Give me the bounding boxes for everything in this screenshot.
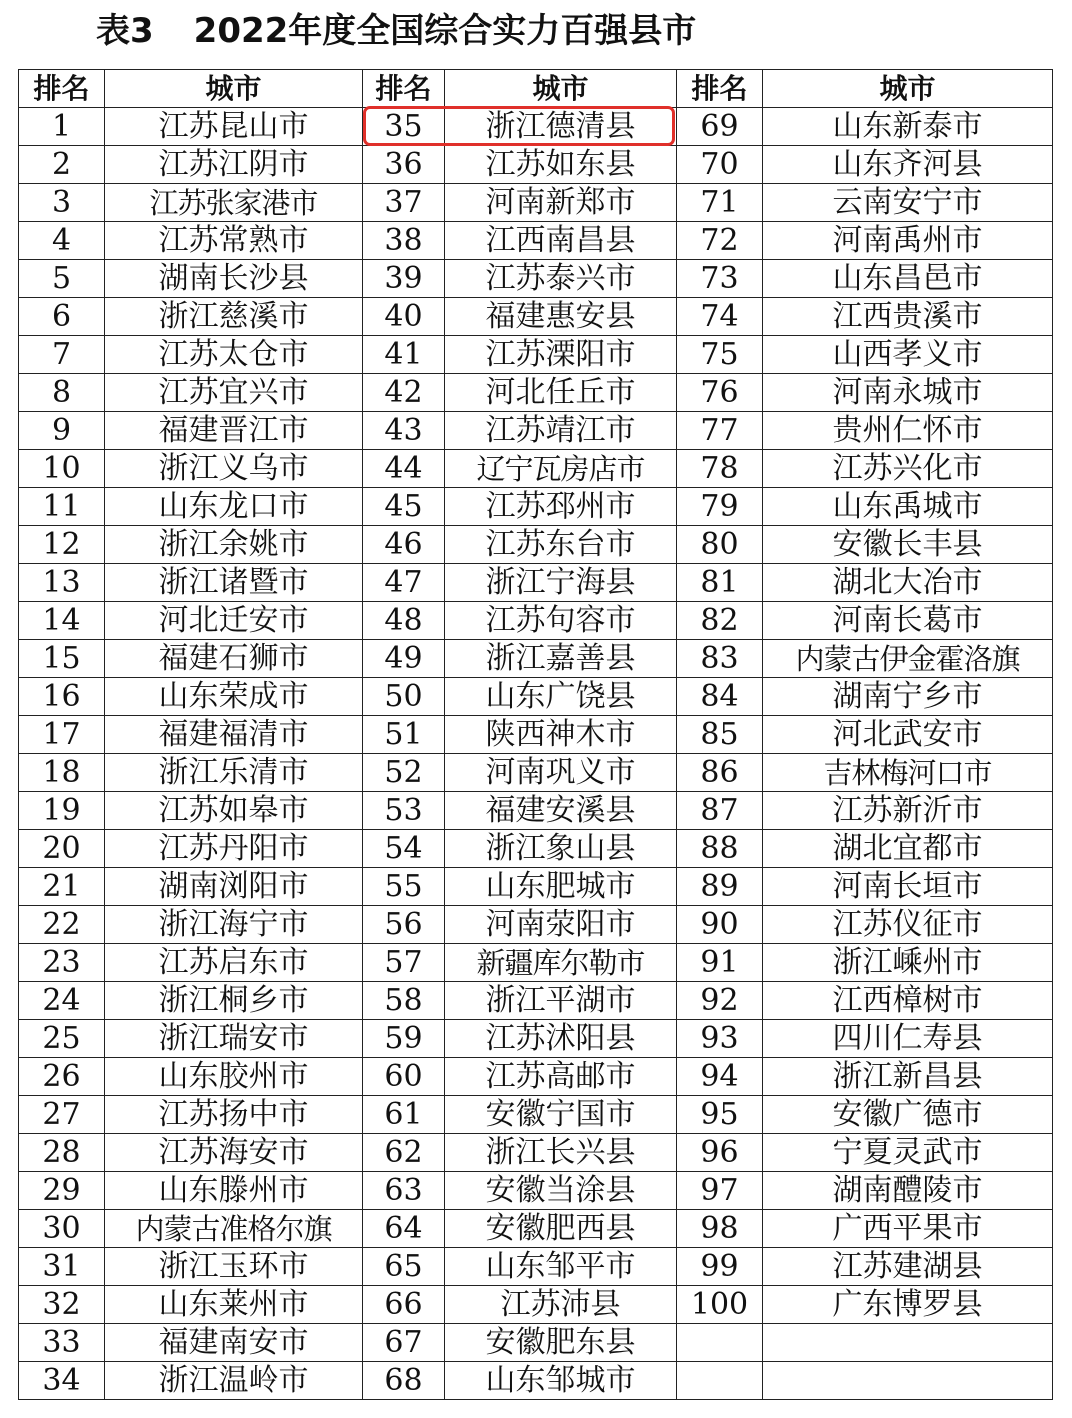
header-city: 城市 <box>445 70 677 108</box>
rank-cell: 55 <box>363 868 445 906</box>
city-cell: 山东邹平市 <box>445 1248 677 1286</box>
rank-cell: 98 <box>677 1210 763 1248</box>
table-row <box>19 260 1053 298</box>
city-cell: 河北迁安市 <box>105 602 363 640</box>
rank-cell: 22 <box>19 906 105 944</box>
rank-cell: 88 <box>677 830 763 868</box>
rank-cell: 63 <box>363 1172 445 1210</box>
city-cell: 山东昌邑市 <box>763 260 1053 298</box>
city-cell: 浙江德清县 <box>445 108 677 146</box>
table-row <box>19 1286 1053 1324</box>
city-cell: 吉林梅河口市 <box>763 754 1053 792</box>
rank-cell: 51 <box>363 716 445 754</box>
city-cell: 江苏沭阳县 <box>445 1020 677 1058</box>
city-cell: 安徽广德市 <box>763 1096 1053 1134</box>
city-cell: 河南禹州市 <box>763 222 1053 260</box>
table-row <box>19 488 1053 526</box>
city-cell: 宁夏灵武市 <box>763 1134 1053 1172</box>
rank-cell: 76 <box>677 374 763 412</box>
table-row <box>19 868 1053 906</box>
table-row <box>19 944 1053 982</box>
rank-cell: 16 <box>19 678 105 716</box>
city-cell: 浙江余姚市 <box>105 526 363 564</box>
city-cell: 云南安宁市 <box>763 184 1053 222</box>
city-cell: 浙江象山县 <box>445 830 677 868</box>
city-cell: 山东禹城市 <box>763 488 1053 526</box>
rank-cell: 27 <box>19 1096 105 1134</box>
city-cell <box>763 1324 1053 1362</box>
rank-cell: 6 <box>19 298 105 336</box>
table-row <box>19 1096 1053 1134</box>
city-cell: 湖南宁乡市 <box>763 678 1053 716</box>
rank-cell: 83 <box>677 640 763 678</box>
rank-cell: 96 <box>677 1134 763 1172</box>
rank-cell: 81 <box>677 564 763 602</box>
city-cell: 浙江海宁市 <box>105 906 363 944</box>
city-cell: 河南新郑市 <box>445 184 677 222</box>
city-cell: 陕西神木市 <box>445 716 677 754</box>
city-cell: 山东龙口市 <box>105 488 363 526</box>
rank-cell: 19 <box>19 792 105 830</box>
rank-cell: 89 <box>677 868 763 906</box>
city-cell: 江苏张家港市 <box>105 184 363 222</box>
ranking-table <box>18 69 1053 1400</box>
rank-cell: 23 <box>19 944 105 982</box>
city-cell: 河北任丘市 <box>445 374 677 412</box>
rank-cell: 78 <box>677 450 763 488</box>
rank-cell: 44 <box>363 450 445 488</box>
rank-cell: 32 <box>19 1286 105 1324</box>
table-row <box>19 526 1053 564</box>
rank-cell: 75 <box>677 336 763 374</box>
rank-cell: 40 <box>363 298 445 336</box>
table-title <box>96 8 996 54</box>
rank-cell: 8 <box>19 374 105 412</box>
table-row <box>19 1248 1053 1286</box>
city-cell: 新疆库尔勒市 <box>445 944 677 982</box>
rank-cell: 71 <box>677 184 763 222</box>
city-cell: 四川仁寿县 <box>763 1020 1053 1058</box>
header-row <box>19 70 1053 108</box>
rank-cell: 24 <box>19 982 105 1020</box>
rank-cell: 53 <box>363 792 445 830</box>
rank-cell: 77 <box>677 412 763 450</box>
table-row <box>19 602 1053 640</box>
rank-cell: 72 <box>677 222 763 260</box>
city-cell: 贵州仁怀市 <box>763 412 1053 450</box>
city-cell: 河南长垣市 <box>763 868 1053 906</box>
rank-cell: 59 <box>363 1020 445 1058</box>
rank-cell: 70 <box>677 146 763 184</box>
rank-cell: 42 <box>363 374 445 412</box>
city-cell: 湖南浏阳市 <box>105 868 363 906</box>
rank-cell: 2 <box>19 146 105 184</box>
city-cell: 福建石狮市 <box>105 640 363 678</box>
rank-cell: 69 <box>677 108 763 146</box>
rank-cell <box>677 1324 763 1362</box>
rank-cell: 9 <box>19 412 105 450</box>
rank-cell: 18 <box>19 754 105 792</box>
city-cell <box>763 1362 1053 1400</box>
city-cell: 江苏昆山市 <box>105 108 363 146</box>
city-cell: 辽宁瓦房店市 <box>445 450 677 488</box>
city-cell: 江西贵溪市 <box>763 298 1053 336</box>
rank-cell: 79 <box>677 488 763 526</box>
city-cell: 浙江长兴县 <box>445 1134 677 1172</box>
rank-cell: 97 <box>677 1172 763 1210</box>
rank-cell: 82 <box>677 602 763 640</box>
city-cell: 山东齐河县 <box>763 146 1053 184</box>
city-cell: 浙江瑞安市 <box>105 1020 363 1058</box>
city-cell: 江苏建湖县 <box>763 1248 1053 1286</box>
rank-cell: 36 <box>363 146 445 184</box>
rank-cell: 33 <box>19 1324 105 1362</box>
rank-cell: 95 <box>677 1096 763 1134</box>
city-cell: 内蒙古伊金霍洛旗 <box>763 640 1053 678</box>
city-cell: 山东广饶县 <box>445 678 677 716</box>
city-cell: 浙江新昌县 <box>763 1058 1053 1096</box>
table-row <box>19 754 1053 792</box>
table-row <box>19 716 1053 754</box>
rank-cell: 41 <box>363 336 445 374</box>
rank-cell: 65 <box>363 1248 445 1286</box>
city-cell: 山东莱州市 <box>105 1286 363 1324</box>
city-cell: 浙江义乌市 <box>105 450 363 488</box>
table-row <box>19 1362 1053 1400</box>
rank-cell: 37 <box>363 184 445 222</box>
city-cell: 江苏常熟市 <box>105 222 363 260</box>
city-cell: 河南荥阳市 <box>445 906 677 944</box>
city-cell: 浙江诸暨市 <box>105 564 363 602</box>
rank-cell: 20 <box>19 830 105 868</box>
city-cell: 安徽肥东县 <box>445 1324 677 1362</box>
rank-cell: 49 <box>363 640 445 678</box>
city-cell: 福建南安市 <box>105 1324 363 1362</box>
table-body <box>19 108 1053 1400</box>
rank-cell: 26 <box>19 1058 105 1096</box>
table-row <box>19 1020 1053 1058</box>
city-cell: 江苏泰兴市 <box>445 260 677 298</box>
rank-cell: 43 <box>363 412 445 450</box>
table-row <box>19 146 1053 184</box>
city-cell: 浙江桐乡市 <box>105 982 363 1020</box>
rank-cell: 92 <box>677 982 763 1020</box>
table-row <box>19 1210 1053 1248</box>
city-cell: 河南长葛市 <box>763 602 1053 640</box>
rank-cell: 30 <box>19 1210 105 1248</box>
city-cell: 湖北大冶市 <box>763 564 1053 602</box>
city-cell: 江苏沛县 <box>445 1286 677 1324</box>
rank-cell: 100 <box>677 1286 763 1324</box>
city-cell: 江苏江阴市 <box>105 146 363 184</box>
rank-cell: 85 <box>677 716 763 754</box>
rank-cell: 94 <box>677 1058 763 1096</box>
table-row <box>19 184 1053 222</box>
city-cell: 江苏兴化市 <box>763 450 1053 488</box>
city-cell: 浙江宁海县 <box>445 564 677 602</box>
rank-cell: 15 <box>19 640 105 678</box>
rank-cell <box>677 1362 763 1400</box>
rank-cell: 62 <box>363 1134 445 1172</box>
table-row <box>19 412 1053 450</box>
city-cell: 江苏邳州市 <box>445 488 677 526</box>
city-cell: 福建惠安县 <box>445 298 677 336</box>
rank-cell: 74 <box>677 298 763 336</box>
city-cell: 江苏靖江市 <box>445 412 677 450</box>
table-row <box>19 222 1053 260</box>
rank-cell: 91 <box>677 944 763 982</box>
city-cell: 湖南醴陵市 <box>763 1172 1053 1210</box>
city-cell: 江苏仪征市 <box>763 906 1053 944</box>
rank-cell: 61 <box>363 1096 445 1134</box>
rank-cell: 73 <box>677 260 763 298</box>
table-row <box>19 906 1053 944</box>
rank-cell: 84 <box>677 678 763 716</box>
rank-cell: 1 <box>19 108 105 146</box>
rank-cell: 52 <box>363 754 445 792</box>
table-row <box>19 830 1053 868</box>
rank-cell: 57 <box>363 944 445 982</box>
rank-cell: 35 <box>363 108 445 146</box>
city-cell: 广东博罗县 <box>763 1286 1053 1324</box>
rank-cell: 58 <box>363 982 445 1020</box>
table-number: 表3 <box>96 11 154 51</box>
city-cell: 浙江慈溪市 <box>105 298 363 336</box>
table-row <box>19 640 1053 678</box>
table-row <box>19 564 1053 602</box>
rank-cell: 99 <box>677 1248 763 1286</box>
city-cell: 山东滕州市 <box>105 1172 363 1210</box>
city-cell: 江苏太仓市 <box>105 336 363 374</box>
table-row <box>19 1058 1053 1096</box>
rank-cell: 5 <box>19 260 105 298</box>
city-cell: 安徽当涂县 <box>445 1172 677 1210</box>
city-cell: 湖南长沙县 <box>105 260 363 298</box>
table-row <box>19 450 1053 488</box>
city-cell: 江苏海安市 <box>105 1134 363 1172</box>
city-cell: 江苏宜兴市 <box>105 374 363 412</box>
rank-cell: 34 <box>19 1362 105 1400</box>
city-cell: 浙江平湖市 <box>445 982 677 1020</box>
city-cell: 山东荣成市 <box>105 678 363 716</box>
rank-cell: 28 <box>19 1134 105 1172</box>
rank-cell: 21 <box>19 868 105 906</box>
city-cell: 江苏如皋市 <box>105 792 363 830</box>
header-rank: 排名 <box>19 70 105 108</box>
city-cell: 河南永城市 <box>763 374 1053 412</box>
table-row <box>19 1324 1053 1362</box>
city-cell: 福建福清市 <box>105 716 363 754</box>
rank-cell: 67 <box>363 1324 445 1362</box>
rank-cell: 4 <box>19 222 105 260</box>
city-cell: 浙江乐清市 <box>105 754 363 792</box>
rank-cell: 46 <box>363 526 445 564</box>
rank-cell: 87 <box>677 792 763 830</box>
city-cell: 浙江嘉善县 <box>445 640 677 678</box>
city-cell: 福建安溪县 <box>445 792 677 830</box>
table-row <box>19 982 1053 1020</box>
rank-cell: 11 <box>19 488 105 526</box>
city-cell: 江苏如东县 <box>445 146 677 184</box>
table-row <box>19 678 1053 716</box>
city-cell: 内蒙古准格尔旗 <box>105 1210 363 1248</box>
table-row <box>19 1134 1053 1172</box>
header-city: 城市 <box>763 70 1053 108</box>
table-row <box>19 792 1053 830</box>
city-cell: 山西孝义市 <box>763 336 1053 374</box>
header-city: 城市 <box>105 70 363 108</box>
city-cell: 江苏扬中市 <box>105 1096 363 1134</box>
city-cell: 山东胶州市 <box>105 1058 363 1096</box>
rank-cell: 45 <box>363 488 445 526</box>
city-cell: 浙江温岭市 <box>105 1362 363 1400</box>
rank-cell: 31 <box>19 1248 105 1286</box>
city-cell: 江苏东台市 <box>445 526 677 564</box>
city-cell: 河南巩义市 <box>445 754 677 792</box>
city-cell: 山东肥城市 <box>445 868 677 906</box>
city-cell: 江西南昌县 <box>445 222 677 260</box>
city-cell: 安徽长丰县 <box>763 526 1053 564</box>
rank-cell: 17 <box>19 716 105 754</box>
rank-cell: 54 <box>363 830 445 868</box>
city-cell: 江苏高邮市 <box>445 1058 677 1096</box>
city-cell: 江苏溧阳市 <box>445 336 677 374</box>
rank-cell: 29 <box>19 1172 105 1210</box>
city-cell: 湖北宜都市 <box>763 830 1053 868</box>
city-cell: 安徽宁国市 <box>445 1096 677 1134</box>
city-cell: 江苏句容市 <box>445 602 677 640</box>
rank-cell: 14 <box>19 602 105 640</box>
city-cell: 山东邹城市 <box>445 1362 677 1400</box>
rank-cell: 7 <box>19 336 105 374</box>
rank-cell: 64 <box>363 1210 445 1248</box>
rank-cell: 3 <box>19 184 105 222</box>
city-cell: 安徽肥西县 <box>445 1210 677 1248</box>
city-cell: 山东新泰市 <box>763 108 1053 146</box>
rank-cell: 93 <box>677 1020 763 1058</box>
table-row <box>19 336 1053 374</box>
rank-cell: 10 <box>19 450 105 488</box>
rank-cell: 48 <box>363 602 445 640</box>
rank-cell: 56 <box>363 906 445 944</box>
table-row <box>19 108 1053 146</box>
rank-cell: 47 <box>363 564 445 602</box>
rank-cell: 12 <box>19 526 105 564</box>
rank-cell: 50 <box>363 678 445 716</box>
table-title-text: 2022年度全国综合实力百强县市 <box>193 11 697 51</box>
header-rank: 排名 <box>363 70 445 108</box>
city-cell: 广西平果市 <box>763 1210 1053 1248</box>
header-rank: 排名 <box>677 70 763 108</box>
rank-cell: 80 <box>677 526 763 564</box>
city-cell: 河北武安市 <box>763 716 1053 754</box>
city-cell: 江苏启东市 <box>105 944 363 982</box>
rank-cell: 68 <box>363 1362 445 1400</box>
city-cell: 福建晋江市 <box>105 412 363 450</box>
table-row <box>19 1172 1053 1210</box>
rank-cell: 13 <box>19 564 105 602</box>
city-cell: 江苏新沂市 <box>763 792 1053 830</box>
table-row <box>19 298 1053 336</box>
rank-cell: 86 <box>677 754 763 792</box>
city-cell: 江西樟树市 <box>763 982 1053 1020</box>
table-row <box>19 374 1053 412</box>
rank-cell: 90 <box>677 906 763 944</box>
city-cell: 浙江玉环市 <box>105 1248 363 1286</box>
city-cell: 浙江嵊州市 <box>763 944 1053 982</box>
rank-cell: 25 <box>19 1020 105 1058</box>
rank-cell: 39 <box>363 260 445 298</box>
city-cell: 江苏丹阳市 <box>105 830 363 868</box>
rank-cell: 38 <box>363 222 445 260</box>
rank-cell: 60 <box>363 1058 445 1096</box>
rank-cell: 66 <box>363 1286 445 1324</box>
